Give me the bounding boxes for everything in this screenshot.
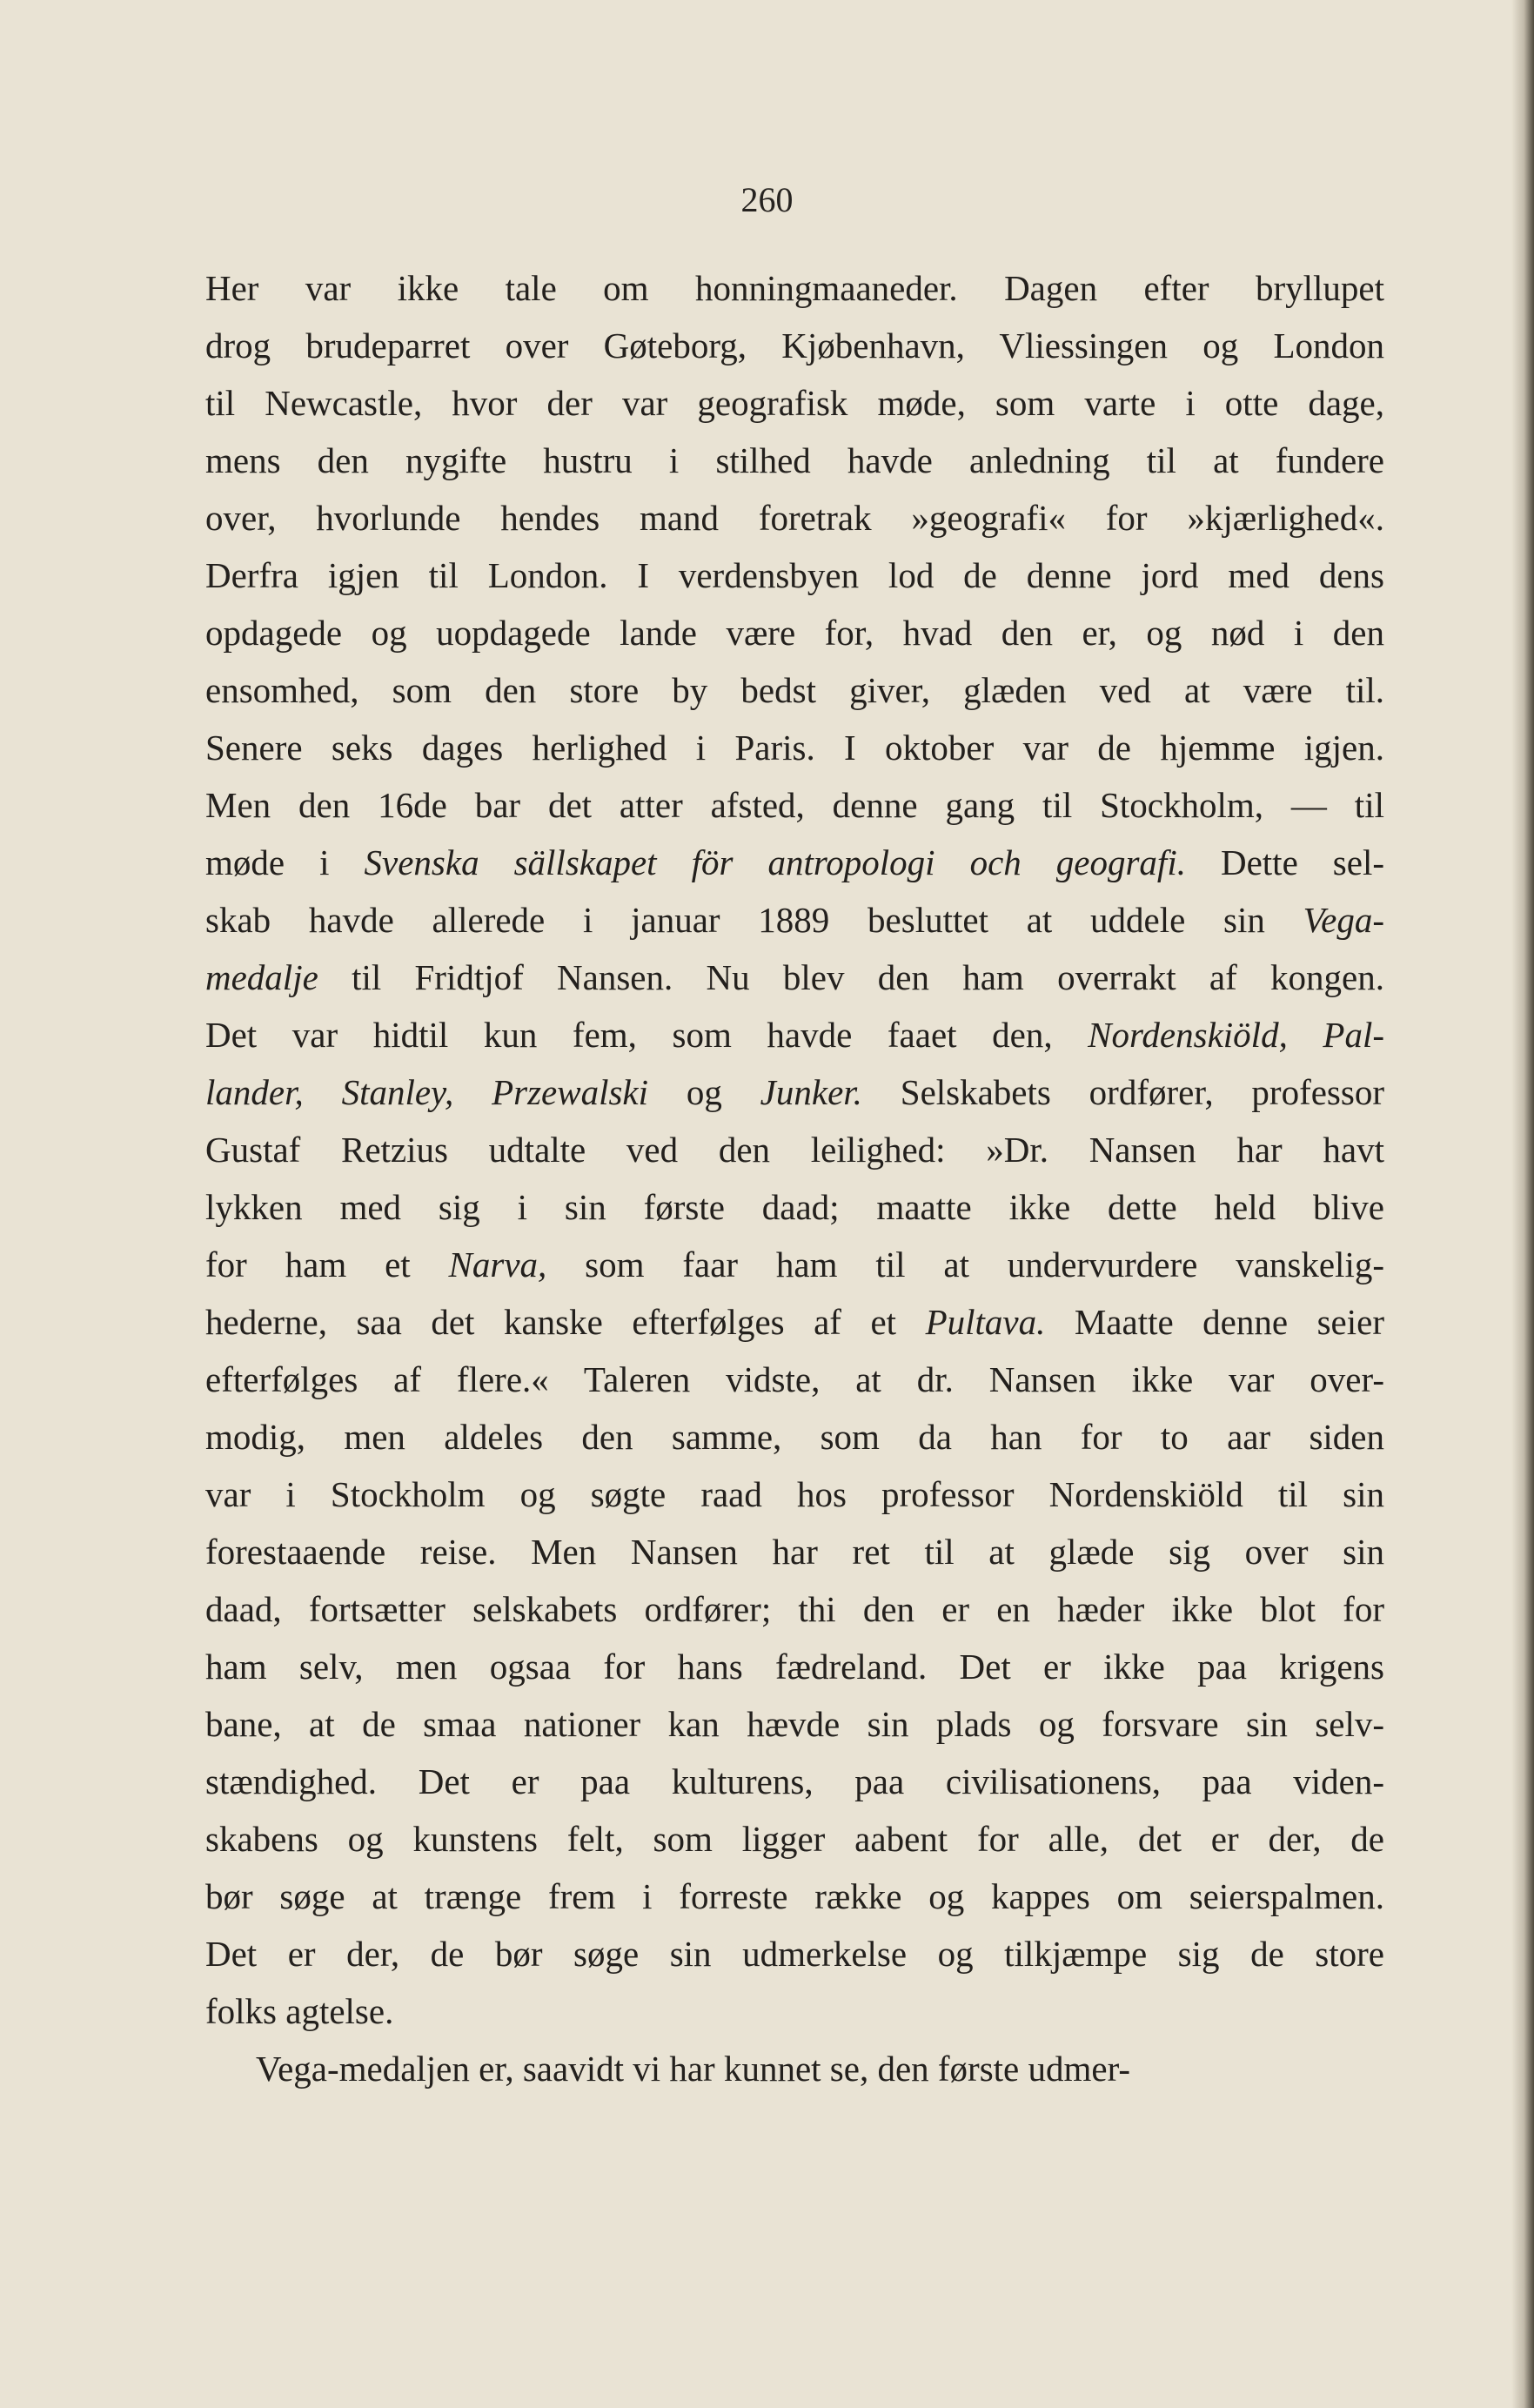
text-line [205, 661, 1384, 719]
text-run: Selskabets ordfører, professor [861, 1072, 1384, 1112]
text-run: bane, at de smaa nationer kan hævde sin plads og forsvare sin selv- [205, 1704, 1384, 1744]
italic-text: Pultava. [925, 1302, 1046, 1342]
text-run: var i Stockholm og søgte raad hos professor Nordenskiöld til sin [205, 1474, 1384, 1514]
text-line [205, 317, 1384, 374]
text-run: hederne, saa det kanske efterfølges af et [205, 1302, 926, 1342]
text-line [205, 1638, 1384, 1695]
text-run: modig, men aldeles den samme, som da han for to aar siden [205, 1417, 1384, 1457]
text-line [205, 1523, 1384, 1580]
text-line [205, 1121, 1384, 1178]
text-run: møde i [205, 842, 365, 882]
text-run: Gustaf Retzius udtalte ved den leilighed: »Dr. Nansen har havt [205, 1130, 1384, 1170]
text-run: drog brudeparret over Gøteborg, Kjøbenhavn, Vliessingen og London [205, 325, 1384, 366]
text-run: over, hvorlunde hendes mand foretrak »geografi« for »kjærlighed«. [205, 498, 1384, 538]
text-line [205, 259, 1384, 317]
text-line [205, 1580, 1384, 1638]
text-run: Maatte denne seier [1045, 1302, 1384, 1342]
text-line [205, 1351, 1384, 1408]
text-run: lykken med sig i sin første daad; maatte ikke dette held blive [205, 1187, 1384, 1227]
text-run: ham selv, men ogsaa for hans fædreland. Det er ikke paa krigens [205, 1647, 1384, 1687]
text-run: Vega-medaljen er, saavidt vi har kunnet se, den første udmer- [256, 2049, 1131, 2089]
text-line [205, 1408, 1384, 1466]
body-text [205, 259, 1384, 2097]
text-line [205, 891, 1384, 949]
paragraph [205, 259, 1384, 2040]
text-run: Men den 16de bar det atter afsted, denne gang til Stockholm, — til [205, 785, 1384, 825]
italic-text: Nordenskiöld, Pal- [1088, 1015, 1384, 1055]
text-line [205, 1925, 1384, 1982]
text-line [205, 1006, 1384, 1063]
text-run: Dette sel- [1185, 842, 1384, 882]
text-line [205, 604, 1384, 661]
text-run: Det var hidtil kun fem, som havde faaet den, [205, 1015, 1089, 1055]
text-run: folks agtelse. [205, 1991, 394, 2031]
page-number: 260 [740, 180, 794, 219]
text-line [205, 1236, 1384, 1293]
italic-text: Junker. [760, 1072, 862, 1112]
text-line [205, 547, 1384, 604]
text-line [205, 834, 1384, 891]
text-line [205, 1753, 1384, 1810]
text-line [205, 1178, 1384, 1236]
text-run: til Fridtjof Nansen. Nu blev den ham overrakt af kongen. [318, 957, 1384, 997]
text-line [205, 1063, 1384, 1121]
text-run: opdagede og uopdagede lande være for, hvad den er, og nød i den [205, 613, 1384, 653]
text-line [205, 949, 1384, 1006]
text-run: Her var ikke tale om honningmaaneder. Dagen efter bryllupet [205, 268, 1384, 308]
italic-text: medalje [205, 957, 318, 997]
text-line [205, 1810, 1384, 1868]
text-line [205, 1695, 1384, 1753]
text-line [205, 489, 1384, 547]
italic-text: lander, Stanley, Przewalski [205, 1072, 649, 1112]
text-run: og [648, 1072, 760, 1112]
italic-text: Vega- [1303, 900, 1384, 940]
text-run: forestaaende reise. Men Nansen har ret til at glæde sig over sin [205, 1532, 1384, 1572]
text-line [205, 1868, 1384, 1925]
text-run: skabens og kunstens felt, som ligger aabent for alle, det er der, de [205, 1819, 1384, 1859]
italic-text: Narva, [448, 1244, 547, 1284]
text-run: for ham et [205, 1244, 449, 1284]
text-run: stændighed. Det er paa kulturens, paa civilisationens, paa viden- [205, 1761, 1384, 1801]
text-run: Derfra igjen til London. I verdensbyen lod de denne jord med dens [205, 555, 1384, 595]
text-run: til Newcastle, hvor der var geografisk møde, som varte i otte dage, [205, 383, 1384, 423]
italic-text: Svenska sällskapet för antropologi och geografi. [364, 842, 1186, 882]
text-line [205, 1466, 1384, 1523]
text-run: som faar ham til at undervurdere vanskelig- [546, 1244, 1384, 1284]
text-run: daad, fortsætter selskabets ordfører; thi den er en hæder ikke blot for [205, 1589, 1384, 1629]
text-line [205, 719, 1384, 776]
text-run: efterfølges af flere.« Taleren vidste, at dr. Nansen ikke var over- [205, 1359, 1384, 1399]
text-line [205, 1982, 1384, 2040]
paragraph [205, 2040, 1384, 2097]
text-run: skab havde allerede i januar 1889 besluttet at uddele sin [205, 900, 1303, 940]
text-run: bør søge at trænge frem i forreste række og kappes om seierspalmen. [205, 1876, 1384, 1916]
text-run: ensomhed, som den store by bedst giver, glæden ved at være til. [205, 670, 1384, 710]
text-line [205, 1293, 1384, 1351]
text-line [205, 2040, 1384, 2097]
text-run: Senere seks dages herlighed i Paris. I oktober var de hjemme igjen. [205, 728, 1384, 768]
text-line [205, 374, 1384, 432]
text-run: mens den nygifte hustru i stilhed havde anledning til at fundere [205, 440, 1384, 480]
page-edge-shadow [1511, 0, 1534, 2408]
text-line [205, 432, 1384, 489]
text-run: Det er der, de bør søge sin udmerkelse og tilkjæmpe sig de store [205, 1934, 1384, 1974]
text-line [205, 776, 1384, 834]
